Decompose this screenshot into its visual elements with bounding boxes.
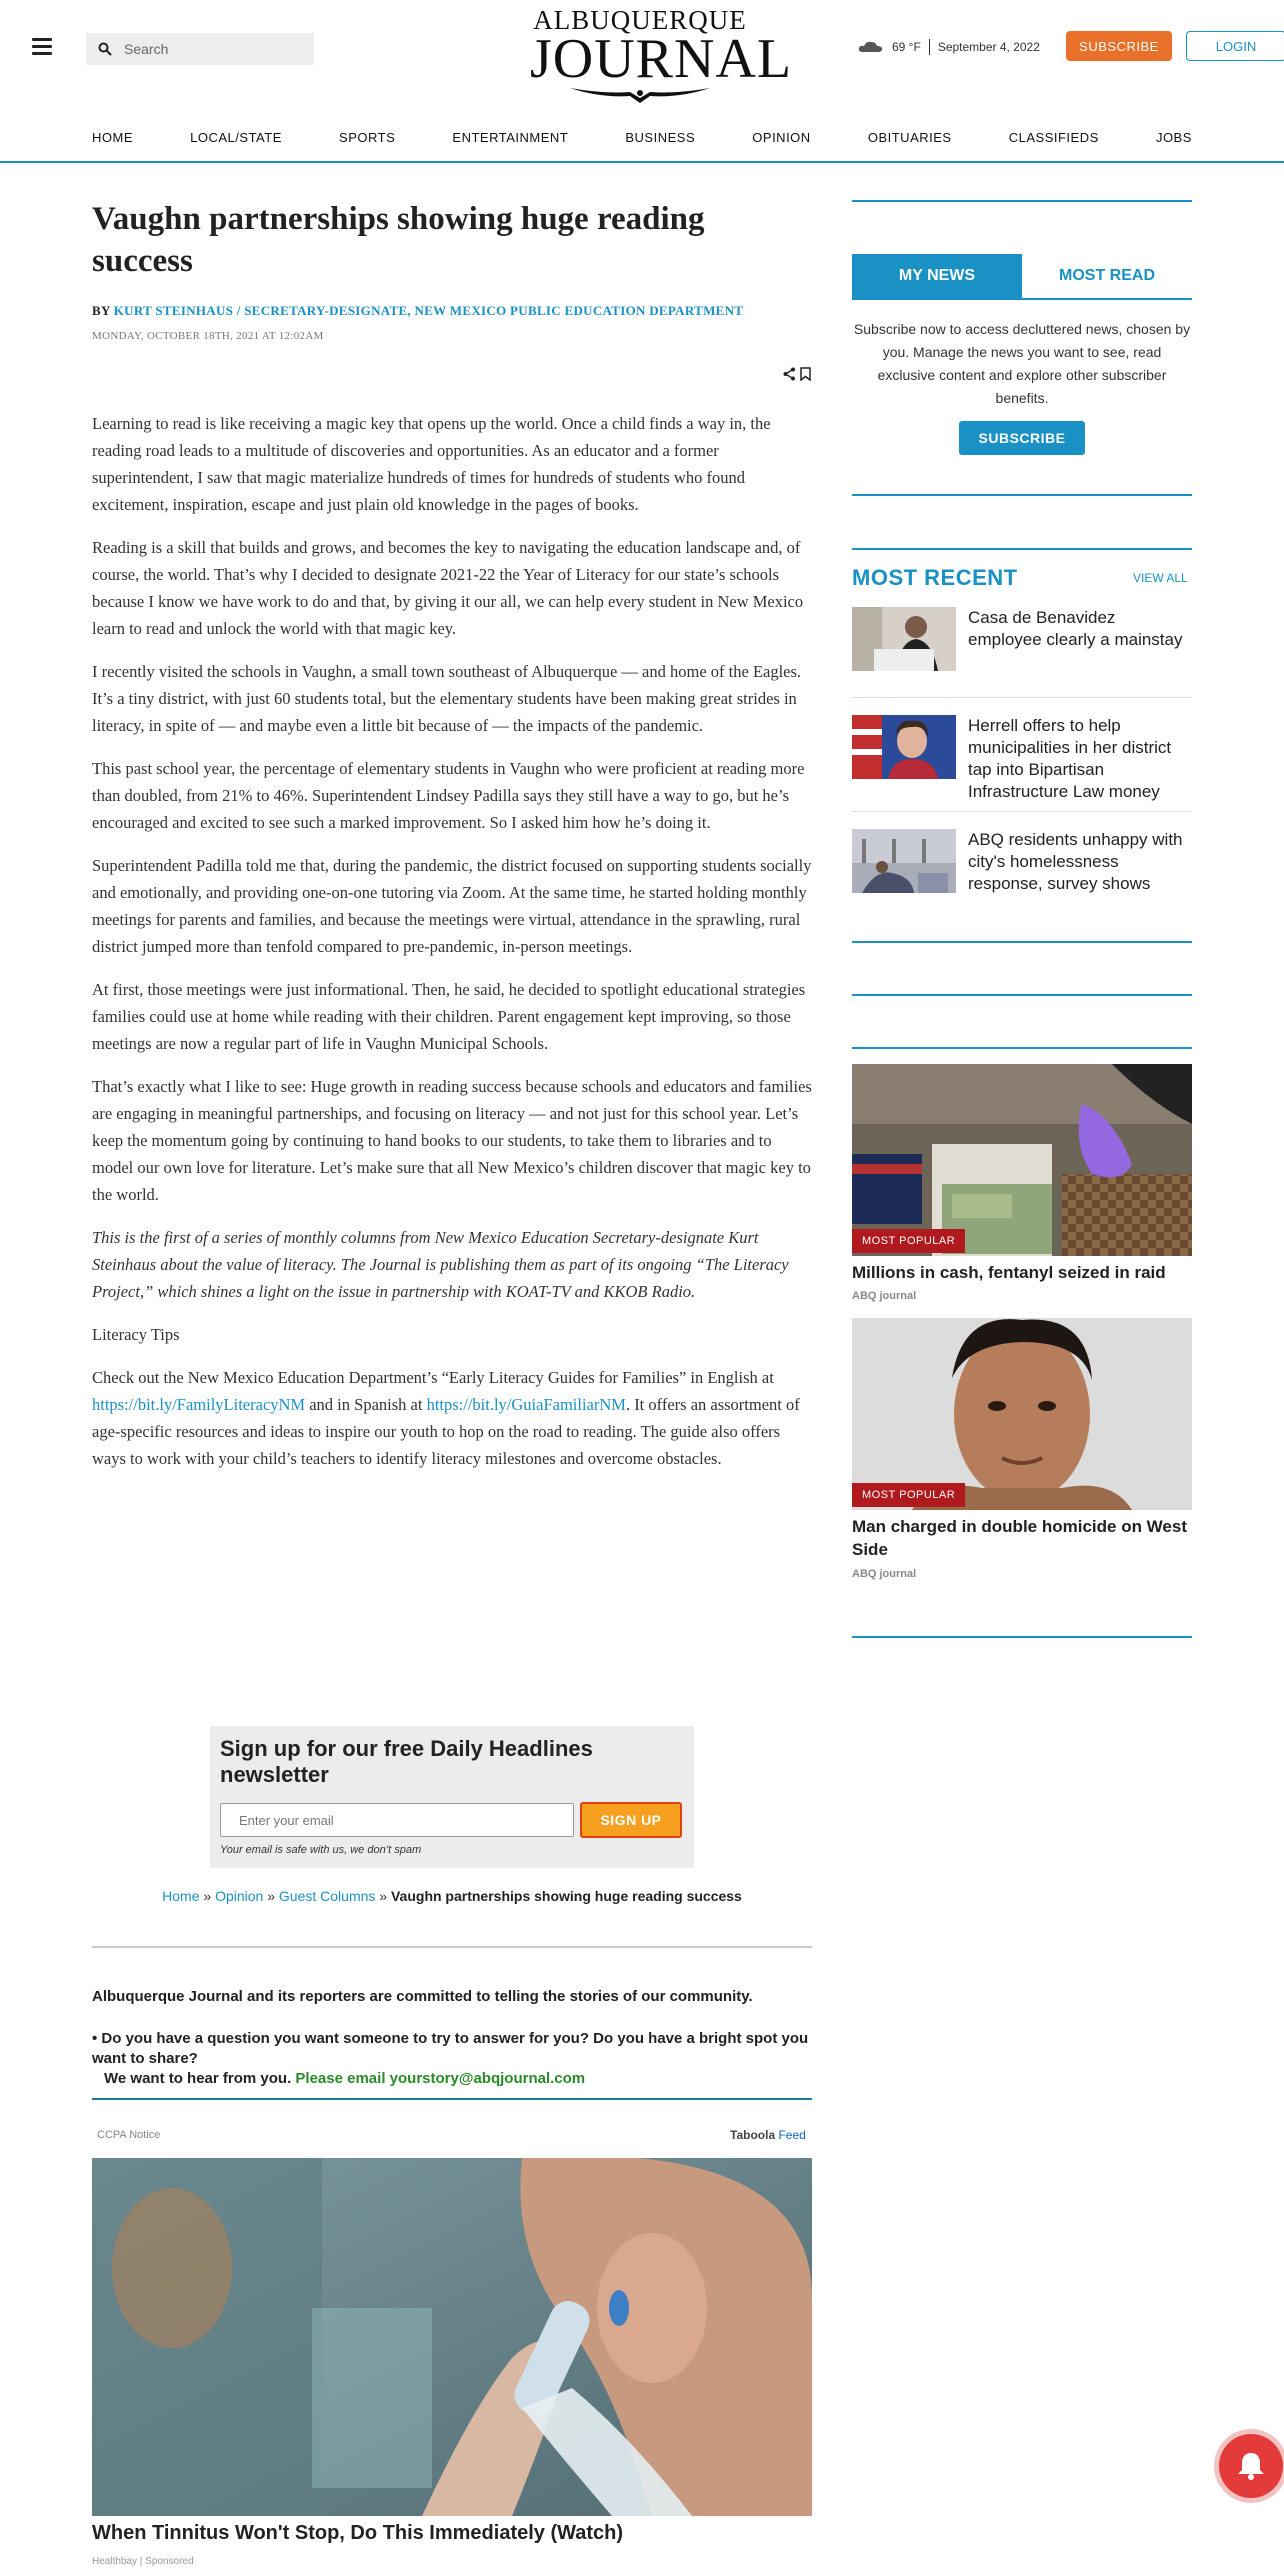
- most-popular-badge: MOST POPULAR: [852, 1483, 965, 1507]
- breadcrumb-sep: »: [375, 1888, 391, 1904]
- byline-prefix: BY: [92, 303, 111, 318]
- thumbnail-photo: [852, 829, 956, 893]
- popular-title[interactable]: Man charged in double homicide on West Side: [852, 1517, 1187, 1559]
- nav-divider: [0, 161, 1284, 163]
- search-icon: [98, 42, 112, 56]
- tips-paragraph: [92, 1364, 812, 1472]
- popular-image[interactable]: [852, 1318, 1192, 1510]
- main-nav: [92, 130, 1192, 152]
- weather-temp: 69 °F: [892, 40, 921, 54]
- article-title: Vaughn partnerships showing huge reading success: [92, 201, 705, 279]
- taboola-feed: Feed: [778, 2128, 806, 2142]
- sidebar-divider: [852, 1047, 1192, 1049]
- nav-home[interactable]: HOME: [92, 130, 133, 145]
- ad-photo: [92, 2158, 812, 2516]
- search-box[interactable]: [86, 33, 314, 65]
- news-tabs: [852, 254, 1192, 300]
- popular-source: ABQ journal: [852, 1568, 917, 1580]
- logo-line1: ALBUQUERQUE: [533, 5, 747, 35]
- paragraph: Learning to read is like receiving a magic key that opens up the world. Once a child finds a way in, the reading road leads to a multitude of discoveries and opportunities. As an educator and a former superintendent, I saw that magic materialize hundreds of times for hundreds of students who found excitement, inspiration, escape and just plain old knowledge in the pages of books.: [92, 414, 771, 514]
- paragraph: I recently visited the schools in Vaughn, a small town southeast of Albuquerque — and home of the Eagles. It’s a tiny district, with just 60 students total, but the elementary students have been making great strides in literacy, in spite of — and maybe even a little bit because of — the impacts of the pandemic.: [92, 662, 802, 735]
- nav-obituaries[interactable]: OBITUARIES: [867, 130, 952, 145]
- sidebar-divider: [852, 941, 1192, 943]
- nav-classifieds[interactable]: CLASSIFIEDS: [1008, 130, 1099, 145]
- breadcrumb: [92, 1888, 812, 1904]
- thumbnail-photo: [852, 715, 956, 779]
- nav-opinion[interactable]: OPINION: [752, 130, 811, 145]
- eagle-logo-icon: [570, 84, 710, 104]
- sidebar-subscribe-button[interactable]: SUBSCRIBE: [959, 421, 1085, 455]
- breadcrumb-sep: »: [199, 1888, 216, 1904]
- article-tools: [783, 367, 813, 383]
- tips-text: . It offers an assortment of age-specific resources and ideas to inspire our youth to hop on the road to reading. The guide also offers ways to work with your child’s teachers to identify literacy milestones and overcome obstacles.: [92, 1395, 800, 1468]
- commitment-cta-text: We want to hear from you.: [104, 2070, 292, 2087]
- site-logo[interactable]: [530, 5, 793, 106]
- divider: [92, 1946, 812, 1948]
- most-recent-heading: MOST RECENT: [852, 565, 1018, 590]
- list-item[interactable]: [852, 607, 1192, 671]
- tab-most-read[interactable]: MOST READ: [1059, 267, 1155, 284]
- bookmark-icon[interactable]: [800, 367, 811, 381]
- community-commitment: [92, 1987, 812, 2089]
- breadcrumb-sep: »: [263, 1888, 279, 1904]
- paragraph: Superintendent Padilla told me that, during the pandemic, the district focused on supporting students socially and emotionally, and providing one-on-one tutoring via Zoom. At the same time, he started holding monthly meetings for parents and families, and because the meetings were virtual, attendance in the sprawling, rural district jumped more than tenfold compared to pre-pandemic, in-person meetings.: [92, 856, 812, 956]
- list-item[interactable]: [852, 829, 1192, 895]
- popular-title[interactable]: Millions in cash, fentanyl seized in raid: [852, 1263, 1166, 1282]
- popular-photo: [852, 1318, 1192, 1510]
- divider: [929, 39, 930, 55]
- breadcrumb-current: Vaughn partnerships showing huge reading success: [390, 1888, 742, 1904]
- logo-line2: JOURNAL: [530, 28, 793, 90]
- tips-heading: Literacy Tips: [92, 1325, 180, 1344]
- newsletter-email-input[interactable]: [220, 1803, 574, 1837]
- paragraph: This past school year, the percentage of elementary students in Vaughn who were proficient at reading more than doubled, from 21% to 46%. Superintendent Lindsey Padilla says they still have a way to go, but he’s encouraged and excited to see such a marked improvement. So I asked him how he’s doing it.: [92, 759, 805, 832]
- divider: [852, 697, 1192, 698]
- breadcrumb-home[interactable]: Home: [162, 1888, 200, 1904]
- tab-my-news[interactable]: MY NEWS: [852, 254, 1022, 298]
- ccpa-notice-link[interactable]: CCPA Notice: [97, 2129, 161, 2141]
- commitment-line: Albuquerque Journal and its reporters are committed to telling the stories of our community.: [92, 1988, 753, 2005]
- spanish-guide-link[interactable]: https://bit.ly/GuiaFamiliarNM: [426, 1395, 626, 1414]
- newsletter-box: [210, 1726, 694, 1868]
- menu-icon[interactable]: [32, 38, 52, 54]
- email-link[interactable]: Please email yourstory@abqjournal.com: [295, 2070, 586, 2087]
- italic-note-text: This is the first of a series of monthly columns from New Mexico Education Secretary-designate Kurt Steinhaus about the value of literacy. The Journal is publishing them as part of its ongoing “The Literacy Project,” which shines a light on the issue in partnership with KOAT-TV and KKOB Radio.: [92, 1228, 789, 1301]
- subscribe-blurb: Subscribe now to access decluttered news, chosen by you. Manage the news you want to see, read exclusive content and explore other subscriber benefits.: [853, 321, 1191, 406]
- header-date: September 4, 2022: [937, 40, 1040, 54]
- most-recent-title[interactable]: Casa de Benavidez employee clearly a mainstay: [968, 608, 1183, 649]
- thumbnail-photo: [852, 607, 956, 671]
- subscribe-button[interactable]: SUBSCRIBE: [1066, 31, 1172, 61]
- sidebar-divider: [852, 1636, 1192, 1638]
- popular-image[interactable]: [852, 1064, 1192, 1256]
- list-item[interactable]: [852, 715, 1192, 803]
- thumbnail: [852, 829, 956, 893]
- paragraph: At first, those meetings were just informational. Then, he said, he decided to spotlight educational strategies families could use at home while reading with their children. Parent engagement kept improving, so those meetings are now a regular part of life in Vaughn Municipal Schools.: [92, 980, 806, 1053]
- nav-sports[interactable]: SPORTS: [339, 130, 396, 145]
- nav-local-state[interactable]: LOCAL/STATE: [190, 130, 282, 145]
- breadcrumb-guest-columns[interactable]: Guest Columns: [278, 1888, 376, 1904]
- commitment-question: • Do you have a question you want someone to try to answer for you? Do you have a bright spot you want to share?: [92, 2030, 809, 2067]
- view-all-link[interactable]: VIEW ALL: [1133, 571, 1188, 585]
- nav-business[interactable]: BUSINESS: [625, 130, 696, 145]
- newsletter-heading: Sign up for our free Daily Headlines newsletter: [220, 1736, 593, 1787]
- divider: [852, 811, 1192, 812]
- cloud-icon: [858, 40, 884, 54]
- sidebar-divider: [852, 494, 1192, 496]
- taboola-feed-label[interactable]: [730, 2128, 806, 2142]
- thumbnail: [852, 607, 956, 671]
- taboola-brand: Taboola: [730, 2128, 776, 2142]
- article-date: MONDAY, OCTOBER 18TH, 2021 AT 12:02AM: [92, 330, 324, 342]
- most-popular-badge: MOST POPULAR: [852, 1229, 965, 1253]
- paragraph: That’s exactly what I like to see: Huge growth in reading success because schools and educators and families are engaging in meaningful partnerships, and focusing on literacy — and not just for this school year. Let’s keep the momentum going by continuing to hand books to our students, to take them to libraries and to model our own love for literature. Let’s make sure that all New Mexico’s children discover that magic key to the world.: [92, 1077, 812, 1204]
- divider: [92, 2098, 812, 2100]
- notification-bell-button[interactable]: [1219, 2434, 1283, 2498]
- breadcrumb-opinion[interactable]: Opinion: [215, 1888, 264, 1904]
- share-icon[interactable]: [783, 367, 796, 381]
- most-recent-title[interactable]: Herrell offers to help municipalities in her district tap into Bipartisan Infrastructure Law money: [968, 716, 1172, 801]
- tips-text: and in Spanish at: [305, 1395, 427, 1414]
- italic-note: [92, 1224, 812, 1305]
- english-guide-link[interactable]: https://bit.ly/FamilyLiteracyNM: [92, 1395, 306, 1414]
- sidebar-divider: [852, 548, 1192, 550]
- ad-source: Healthbay | Sponsored: [92, 2556, 194, 2567]
- commitment-cta: [92, 2069, 812, 2089]
- sidebar-divider: [852, 994, 1192, 996]
- newsletter-note: Your email is safe with us, we don’t spam: [220, 1844, 422, 1856]
- popular-photo: [852, 1064, 1192, 1256]
- weather-widget: [858, 36, 1040, 58]
- signup-button[interactable]: SIGN UP: [580, 1802, 682, 1838]
- sidebar-divider: [852, 200, 1192, 202]
- login-button[interactable]: LOGIN: [1186, 31, 1284, 61]
- ad-image[interactable]: [92, 2158, 812, 2516]
- nav-jobs[interactable]: JOBS: [1155, 130, 1192, 145]
- thumbnail: [852, 715, 956, 779]
- byline: [92, 303, 812, 319]
- nav-entertainment[interactable]: ENTERTAINMENT: [452, 130, 569, 145]
- paragraph: Reading is a skill that builds and grows, and becomes the key to navigating the education landscape and, of course, the world. That’s why I decided to designate 2021-22 the Year of Literacy for our state’s schools because I know we have work to do and that, by giving it our all, we can help every student in New Mexico learn to read and unlock the world with that magic key.: [92, 538, 804, 638]
- search-input[interactable]: [122, 40, 306, 58]
- bell-icon: [1237, 2451, 1265, 2481]
- popular-source: ABQ journal: [852, 1290, 917, 1302]
- most-recent-title[interactable]: ABQ residents unhappy with city's homelessness response, survey shows: [968, 830, 1183, 893]
- author-link[interactable]: KURT STEINHAUS / SECRETARY-DESIGNATE, NEW MEXICO PUBLIC EDUCATION DEPARTMENT: [113, 303, 744, 318]
- ad-title[interactable]: When Tinnitus Won't Stop, Do This Immediately (Watch): [92, 2522, 624, 2544]
- tips-text: Check out the New Mexico Education Department’s “Early Literacy Guides for Families” in English at: [92, 1368, 774, 1387]
- article-body: [92, 410, 812, 1488]
